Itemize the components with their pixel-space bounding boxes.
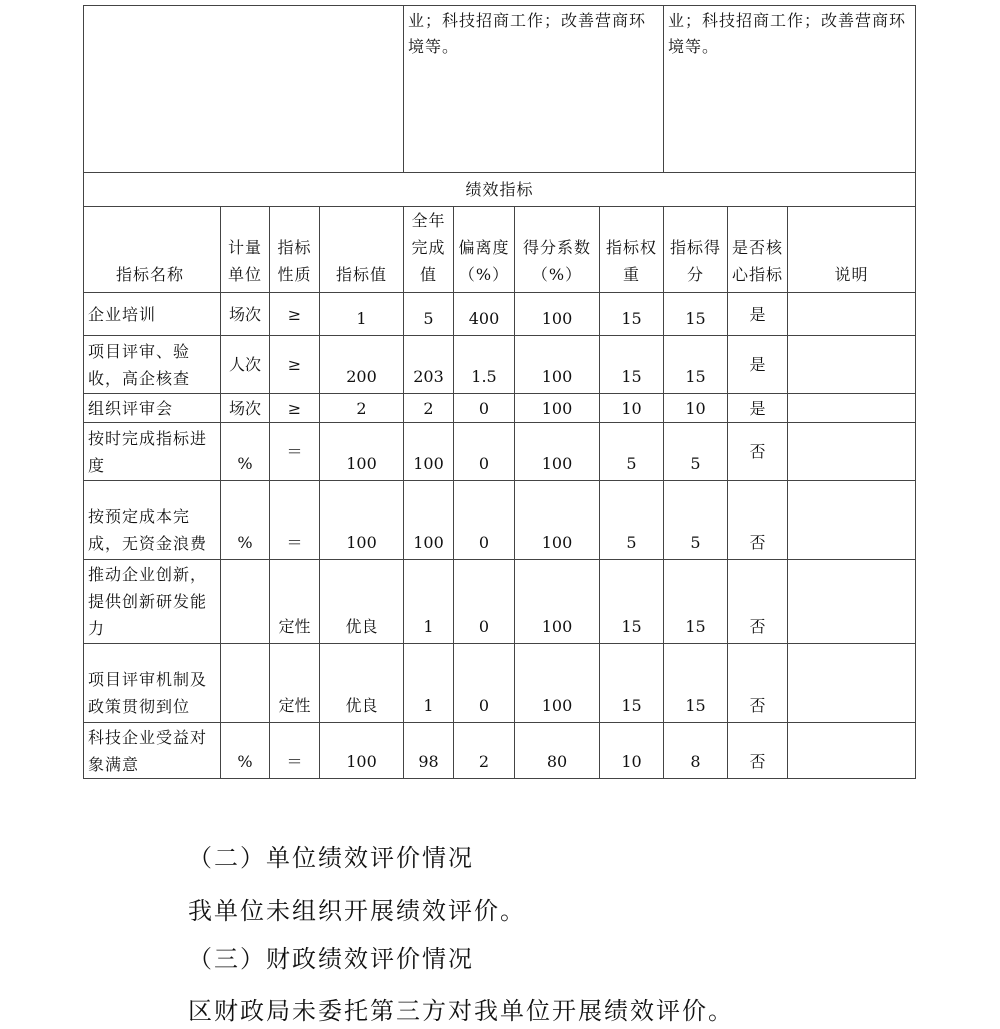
- header-unit: 计量单位: [221, 207, 270, 293]
- indicator-name: 科技企业受益对象满意: [84, 723, 221, 779]
- indicator-score: 15: [664, 336, 728, 394]
- header-note: 说明: [788, 207, 916, 293]
- indicator-score: 5: [664, 481, 728, 560]
- indicator-coef: 100: [515, 481, 600, 560]
- indicator-unit: 场次: [221, 394, 270, 423]
- header-score: 指标得分: [664, 207, 728, 293]
- indicator-score: 10: [664, 394, 728, 423]
- table-row: [84, 293, 916, 336]
- indicator-nature: 定性: [270, 560, 320, 644]
- table-row: [84, 723, 916, 779]
- indicator-actual: 5: [404, 293, 454, 336]
- indicator-unit: [221, 644, 270, 723]
- indicator-coef: 100: [515, 336, 600, 394]
- indicator-core: 否: [728, 644, 788, 723]
- indicator-name: 企业培训: [84, 293, 221, 336]
- indicator-note: [788, 423, 916, 481]
- description-cell-a: 业；科技招商工作；改善营商环境等。: [404, 6, 664, 173]
- indicator-value: 100: [320, 723, 404, 779]
- header-actual: 全年完成值: [404, 207, 454, 293]
- header-coef: 得分系数（%）: [515, 207, 600, 293]
- indicator-unit: 人次: [221, 336, 270, 394]
- indicator-unit: [221, 560, 270, 644]
- performance-table: [83, 5, 916, 779]
- indicator-weight: 5: [600, 481, 664, 560]
- section-heading-3: （三）财政绩效评价情况: [188, 945, 474, 973]
- indicator-core: 否: [728, 481, 788, 560]
- indicator-value: 优良: [320, 560, 404, 644]
- indicator-deviation: 0: [454, 423, 515, 481]
- indicator-score: 8: [664, 723, 728, 779]
- section-text-3: 区财政局未委托第三方对我单位开展绩效评价。: [188, 997, 734, 1025]
- indicator-weight: 10: [600, 723, 664, 779]
- indicator-note: [788, 394, 916, 423]
- table-row: [84, 560, 916, 644]
- indicator-nature: ＝: [270, 481, 320, 560]
- indicator-nature: 定性: [270, 644, 320, 723]
- indicator-weight: 5: [600, 423, 664, 481]
- indicator-note: [788, 560, 916, 644]
- indicator-nature: ＝: [270, 723, 320, 779]
- indicator-name: 按预定成本完成，无资金浪费: [84, 481, 221, 560]
- indicator-unit: %: [221, 481, 270, 560]
- indicator-coef: 100: [515, 394, 600, 423]
- table-row-continuation: [84, 6, 916, 173]
- indicator-weight: 15: [600, 560, 664, 644]
- indicator-deviation: 0: [454, 481, 515, 560]
- indicator-value: 优良: [320, 644, 404, 723]
- indicator-name: 组织评审会: [84, 394, 221, 423]
- indicator-deviation: 1.5: [454, 336, 515, 394]
- indicator-nature: ≥: [270, 394, 320, 423]
- header-row: [84, 207, 916, 293]
- section-text-2: 我单位未组织开展绩效评价。: [188, 897, 526, 925]
- indicator-actual: 100: [404, 481, 454, 560]
- table-row: [84, 336, 916, 394]
- section-title-row: [84, 173, 916, 207]
- indicator-coef: 100: [515, 644, 600, 723]
- indicator-score: 5: [664, 423, 728, 481]
- header-deviation: 偏离度（%）: [454, 207, 515, 293]
- indicator-deviation: 0: [454, 394, 515, 423]
- description-cell-b: 业；科技招商工作；改善营商环境等。: [664, 6, 916, 173]
- empty-cell: [84, 6, 404, 173]
- table-row: [84, 481, 916, 560]
- header-core: 是否核心指标: [728, 207, 788, 293]
- indicator-core: 否: [728, 560, 788, 644]
- indicator-note: [788, 723, 916, 779]
- indicator-nature: ≥: [270, 293, 320, 336]
- indicator-weight: 15: [600, 644, 664, 723]
- indicator-unit: 场次: [221, 293, 270, 336]
- table-row: [84, 394, 916, 423]
- indicator-value: 200: [320, 336, 404, 394]
- indicator-core: 是: [728, 336, 788, 394]
- indicator-actual: 1: [404, 644, 454, 723]
- indicator-core: 否: [728, 723, 788, 779]
- indicator-nature: ≥: [270, 336, 320, 394]
- indicator-name: 项目评审机制及政策贯彻到位: [84, 644, 221, 723]
- indicator-value: 100: [320, 481, 404, 560]
- indicator-core: 是: [728, 293, 788, 336]
- indicator-core: 是: [728, 394, 788, 423]
- indicator-score: 15: [664, 560, 728, 644]
- indicator-unit: %: [221, 423, 270, 481]
- indicator-deviation: 0: [454, 644, 515, 723]
- indicator-note: [788, 644, 916, 723]
- header-weight: 指标权重: [600, 207, 664, 293]
- header-name: 指标名称: [84, 207, 221, 293]
- indicator-weight: 15: [600, 336, 664, 394]
- indicator-name: 项目评审、验收，高企核查: [84, 336, 221, 394]
- indicator-note: [788, 293, 916, 336]
- indicator-name: 按时完成指标进度: [84, 423, 221, 481]
- indicator-coef: 80: [515, 723, 600, 779]
- section-title: 绩效指标: [84, 173, 916, 207]
- table-row: [84, 423, 916, 481]
- indicator-actual: 100: [404, 423, 454, 481]
- indicator-deviation: 400: [454, 293, 515, 336]
- indicator-coef: 100: [515, 293, 600, 336]
- indicator-value: 100: [320, 423, 404, 481]
- header-value: 指标值: [320, 207, 404, 293]
- indicator-actual: 2: [404, 394, 454, 423]
- indicator-weight: 10: [600, 394, 664, 423]
- indicator-weight: 15: [600, 293, 664, 336]
- indicator-core: 否: [728, 423, 788, 481]
- indicator-unit: %: [221, 723, 270, 779]
- indicator-value: 1: [320, 293, 404, 336]
- indicator-nature: ＝: [270, 423, 320, 481]
- indicator-actual: 1: [404, 560, 454, 644]
- indicator-value: 2: [320, 394, 404, 423]
- indicator-coef: 100: [515, 423, 600, 481]
- indicator-deviation: 2: [454, 723, 515, 779]
- indicator-coef: 100: [515, 560, 600, 644]
- section-heading-2: （二）单位绩效评价情况: [188, 844, 474, 872]
- indicator-deviation: 0: [454, 560, 515, 644]
- indicator-note: [788, 481, 916, 560]
- indicator-actual: 203: [404, 336, 454, 394]
- indicator-note: [788, 336, 916, 394]
- indicator-name: 推动企业创新，提供创新研发能力: [84, 560, 221, 644]
- table-row: [84, 644, 916, 723]
- indicator-actual: 98: [404, 723, 454, 779]
- indicator-score: 15: [664, 293, 728, 336]
- indicator-score: 15: [664, 644, 728, 723]
- header-nature: 指标性质: [270, 207, 320, 293]
